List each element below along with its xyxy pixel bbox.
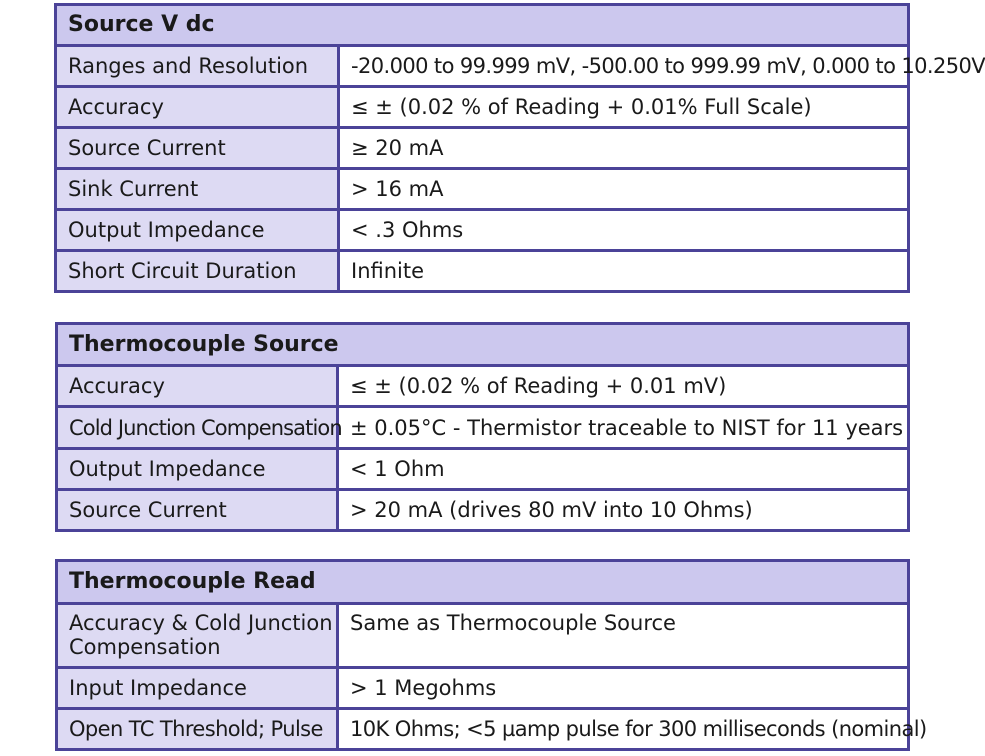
spec-value: Infinite xyxy=(339,251,909,292)
spec-value: > 20 mA (drives 80 mV into 10 Ohms) xyxy=(338,490,909,531)
table-title: Thermocouple Read xyxy=(57,561,909,604)
spec-value: ≤ ± (0.02 % of Reading + 0.01% Full Scale) xyxy=(339,87,909,128)
table-row xyxy=(57,407,909,449)
table-row xyxy=(57,366,909,407)
spec-value: > 16 mA xyxy=(339,169,909,210)
spec-value: < 1 Ohm xyxy=(338,449,909,490)
spec-label: Short Circuit Duration xyxy=(56,251,339,292)
spec-value: ± 0.05°C - Thermistor traceable to NIST for 11 years xyxy=(338,407,909,449)
spec-value: < .3 Ohms xyxy=(339,210,909,251)
table-row xyxy=(56,128,909,169)
table-row xyxy=(56,46,909,87)
spec-value: 10K Ohms; <5 µamp pulse for 300 milliseconds (nominal) xyxy=(338,709,909,750)
spec-label: Accuracy xyxy=(56,87,339,128)
spec-value: > 1 Megohms xyxy=(338,668,909,709)
table-header-row xyxy=(57,561,909,604)
table-title: Thermocouple Source xyxy=(57,324,909,366)
spec-label: Input Impedance xyxy=(57,668,338,709)
spec-label: Output Impedance xyxy=(56,210,339,251)
spec-value: Same as Thermocouple Source xyxy=(338,604,909,668)
spec-label: Output Impedance xyxy=(57,449,338,490)
table-row xyxy=(57,449,909,490)
spec-label: Source Current xyxy=(57,490,338,531)
table-row xyxy=(56,169,909,210)
source-v-dc-table xyxy=(54,3,985,293)
table-header-row xyxy=(56,5,909,46)
table-row xyxy=(56,210,909,251)
spec-value: ≤ ± (0.02 % of Reading + 0.01 mV) xyxy=(338,366,909,407)
spec-label: Accuracy xyxy=(57,366,338,407)
thermocouple-source-table xyxy=(55,322,910,532)
table-title: Source V dc xyxy=(56,5,909,46)
table-row xyxy=(57,604,909,668)
spec-value: -20.000 to 99.999 mV, -500.00 to 999.99 mV, 0.000 to 10.250V xyxy=(339,46,909,87)
table-header-row xyxy=(57,324,909,366)
spec-label: Open TC Threshold; Pulse xyxy=(57,709,338,750)
spec-label: Cold Junction Compensation xyxy=(57,407,338,449)
table-row xyxy=(56,251,909,292)
spec-label: Ranges and Resolution xyxy=(56,46,339,87)
table-row xyxy=(57,490,909,531)
thermocouple-read-table xyxy=(55,559,927,751)
table-row xyxy=(56,87,909,128)
spec-label: Source Current xyxy=(56,128,339,169)
spec-label: Accuracy & Cold Junction Compensation xyxy=(57,604,338,668)
spec-label: Sink Current xyxy=(56,169,339,210)
table-row xyxy=(57,709,909,750)
table-row xyxy=(57,668,909,709)
spec-value: ≥ 20 mA xyxy=(339,128,909,169)
